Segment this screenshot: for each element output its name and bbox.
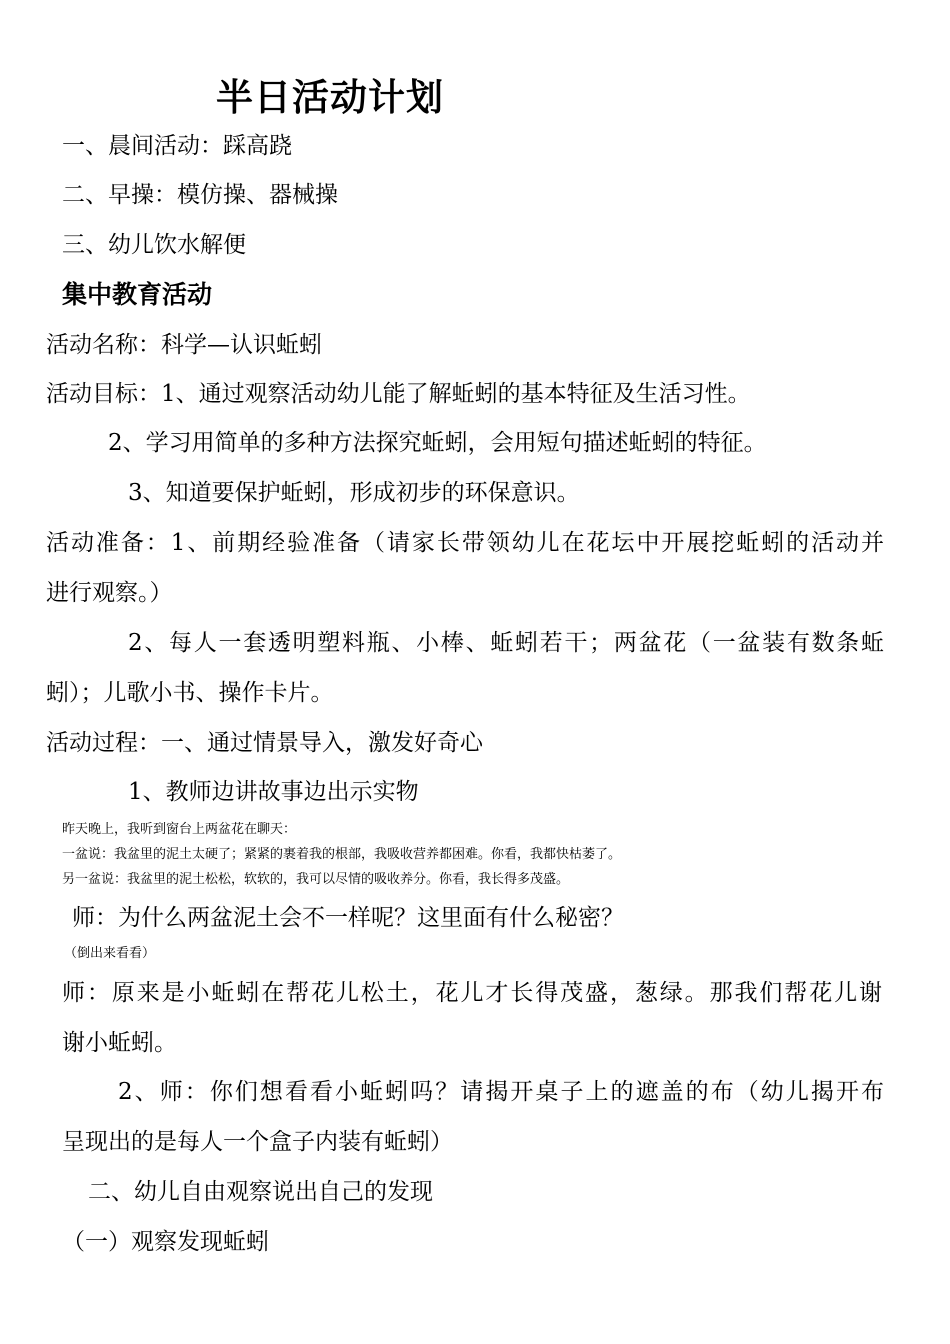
- goal-line-2: 2、学习用简单的多种方法探究蚯蚓，会用短句描述蚯蚓的特征。: [108, 430, 767, 456]
- process-line-1: 活动过程：一、通过情景导入，激发好奇心: [46, 730, 483, 756]
- prep-line-2-cont: 蚓）；儿歌小书、操作卡片。: [46, 680, 334, 706]
- goal-line-3: 3、知道要保护蚯蚓，形成初步的环保意识。: [128, 480, 580, 506]
- subsection-line-1: （一）观察发现蚯蚓: [62, 1229, 269, 1255]
- story-line-3: 另一盆说：我盆里的泥土松松，软软的，我可以尽情的吸收养分。你看，我长得多茂盛。: [62, 872, 570, 887]
- exercise-line: 二、早操：模仿操、器械操: [62, 182, 338, 208]
- water-break-line: 三、幼儿饮水解便: [62, 232, 246, 258]
- activity-name-line: 活动名称：科学—认识蚯蚓: [46, 332, 322, 358]
- teacher-question-line: 师：为什么两盆泥土会不一样呢？这里面有什么秘密？: [72, 905, 624, 931]
- goal-line-1: 活动目标：1、通过观察活动幼儿能了解蚯蚓的基本特征及生活习性。: [46, 381, 751, 407]
- step-line-1: 1、教师边讲故事边出示实物: [128, 779, 419, 805]
- pour-note-line: （倒出来看看）: [64, 946, 156, 961]
- prep-line-1: 活动准备：1、前期经验准备（请家长带领幼儿在花坛中开展挖蚯蚓的活动并: [46, 530, 884, 556]
- prep-line-2: 2、每人一套透明塑料瓶、小棒、蚯蚓若干；两盆花（一盆装有数条蚯: [128, 630, 884, 656]
- step-line-2-cont: 呈现出的是每人一个盒子内装有蚯蚓）: [62, 1129, 453, 1155]
- teacher-answer-line-2: 谢小蚯蚓。: [62, 1030, 177, 1056]
- step-line-2: 2、师：你们想看看小蚯蚓吗？请揭开桌子上的遮盖的布（幼儿揭开布: [118, 1079, 884, 1105]
- page-title: 半日活动计划: [216, 76, 444, 119]
- story-line-2: 一盆说：我盆里的泥土太硬了；紧紧的裹着我的根部，我吸收营养都困难。你看，我都快枯萎了。: [62, 847, 622, 862]
- teacher-answer-line-1: 师：原来是小蚯蚓在帮花儿松土，花儿才长得茂盛，葱绿。那我们帮花儿谢: [62, 980, 882, 1006]
- morning-activity-line: 一、晨间活动：踩高跷: [62, 133, 292, 159]
- section-heading: 集中教育活动: [62, 280, 213, 309]
- story-line-1: 昨天晚上，我听到窗台上两盆花在聊天：: [62, 822, 297, 837]
- prep-line-1-cont: 进行观察。）: [46, 580, 173, 606]
- process-line-2: 二、幼儿自由观察说出自己的发现: [88, 1179, 433, 1205]
